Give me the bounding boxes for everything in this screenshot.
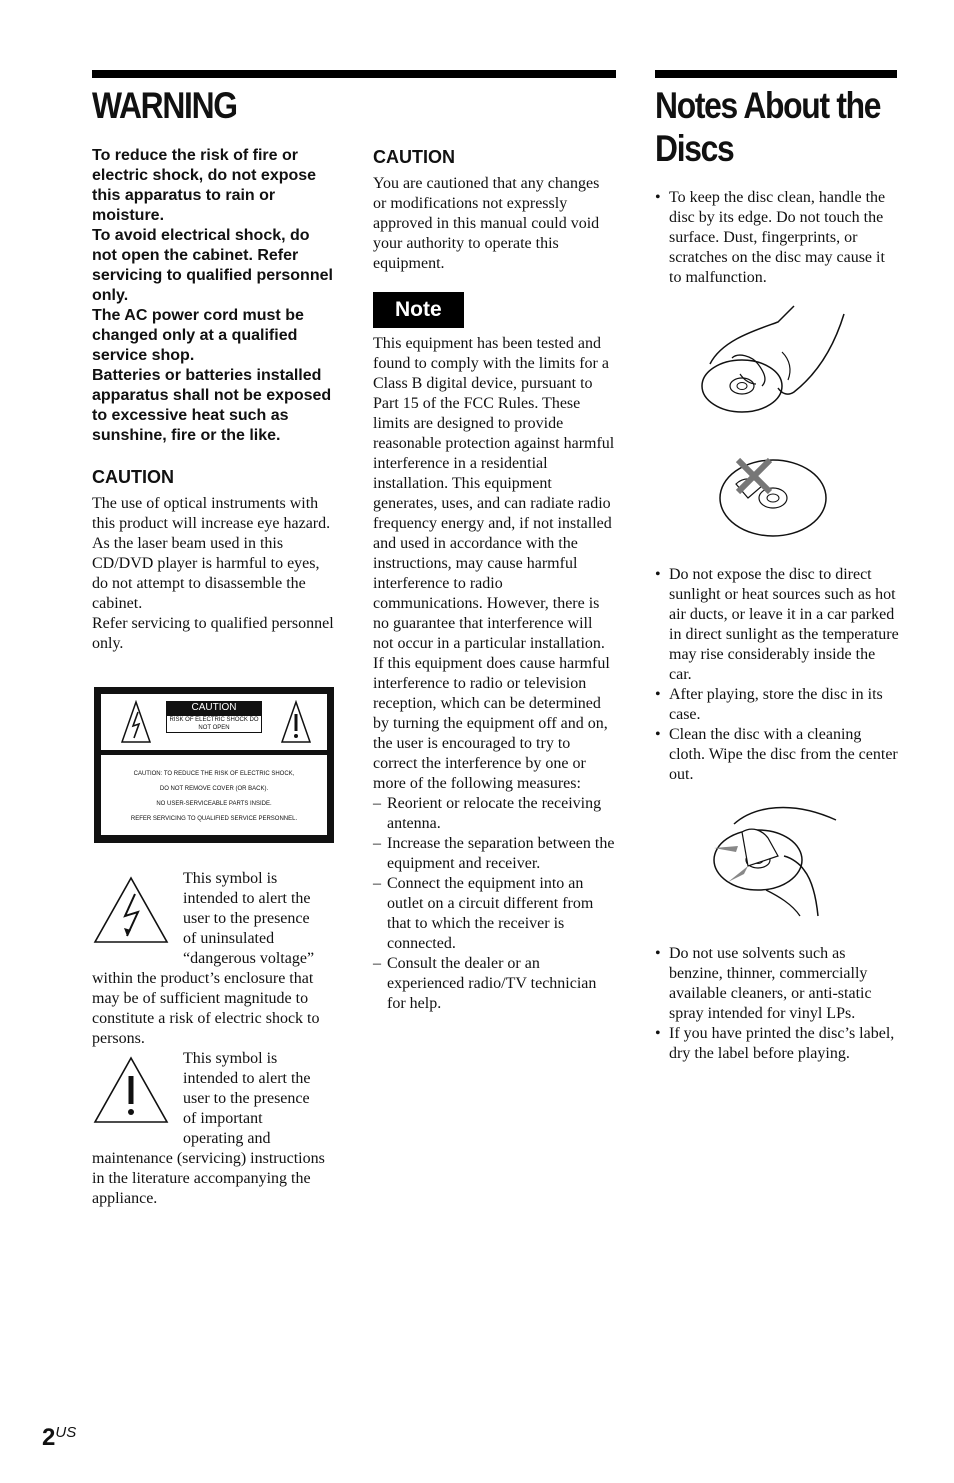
caution-label-line: CAUTION: TO REDUCE THE RISK OF ELECTRIC SHOCK,	[133, 771, 295, 777]
symbol1-line: intended to alert the	[183, 890, 311, 907]
symbol1-line: of uninsulated	[183, 930, 275, 947]
symbol2-line: operating and	[183, 1130, 271, 1147]
lightning-symbol-icon	[93, 876, 169, 944]
exclamation-warning-icon	[281, 700, 311, 744]
caution-text: The use of optical instruments with this product will increase eye hazard. As the laser beam used in this CD/DVD player is harmful to eyes, do not attempt to disassemble the cabinet.	[92, 495, 331, 612]
discs-title	[655, 84, 880, 170]
list-item: – Connect the equipment into an outlet on a circuit different from that to which the receiver is connected.	[373, 874, 615, 954]
caution-label-line: NO USER-SERVICEABLE PARTS INSIDE.	[156, 801, 272, 807]
warning-paragraph: The AC power cord must be changed only at a qualified service shop.	[92, 307, 304, 364]
symbol2-line: user to the presence	[183, 1090, 310, 1107]
caution-label-line: REFER SERVICING TO QUALIFIED SERVICE PERSONNEL.	[130, 816, 298, 822]
symbol2-line: intended to alert the	[183, 1070, 311, 1087]
disc-cleaning-illustration	[708, 796, 840, 922]
symbol1-text	[183, 869, 343, 969]
caution-label-line: DO NOT REMOVE COVER (OR BACK).	[159, 786, 269, 792]
page-number-value: 2	[42, 1424, 56, 1451]
list-item: • Clean the disc with a cleaning cloth. Wipe the disc from the center out.	[655, 725, 899, 785]
disc-no-touch-illustration	[718, 454, 828, 538]
symbol2-text	[183, 1049, 343, 1149]
discs-bullets-2	[655, 565, 899, 785]
note-badge: Note	[373, 292, 464, 328]
warning-column-middle	[373, 146, 615, 1014]
symbol1-line: This symbol is	[183, 870, 278, 887]
page-number	[42, 1424, 76, 1452]
list-item: • Do not use solvents such as benzine, thinner, commercially available cleaners, or anti-static spray intended for vinyl LPs.	[655, 944, 899, 1024]
caution2-text: You are cautioned that any changes or modifications not expressly approved in this manual could void your authority to operate this equipment.	[373, 175, 600, 272]
warning-title: WARNING	[92, 85, 237, 126]
warning-paragraph: To reduce the risk of fire or electric shock, do not expose this apparatus to rain or moisture.	[92, 147, 317, 224]
warning-paragraph: Batteries or batteries installed apparatus shall not be exposed to excessive heat such as sunshine, fire or the like.	[92, 367, 332, 444]
measures-list	[373, 794, 615, 1014]
symbol2-rest: maintenance (servicing) instructions in the literature accompanying the appliance.	[92, 1150, 325, 1207]
caution-label-title: CAUTION	[166, 701, 262, 715]
discs-title-line2: Discs	[655, 128, 734, 169]
caution-label-image	[94, 687, 334, 843]
list-item: – Increase the separation between the equipment and receiver.	[373, 834, 615, 874]
caution-label-bottom	[101, 755, 327, 835]
symbol1-line: user to the presence	[183, 910, 310, 927]
caution-label-top	[101, 694, 327, 750]
lightning-warning-icon	[121, 700, 151, 744]
discs-title-line1: Notes About the	[655, 85, 881, 126]
warning-rule	[92, 70, 616, 78]
discs-rule	[655, 70, 897, 78]
symbol1-rest: within the product’s enclosure that may be of sufficient magnitude to constitute a risk of electric shock to persons.	[92, 970, 320, 1047]
symbol1-line: “dangerous voltage”	[183, 950, 315, 967]
symbol2-line: of important	[183, 1110, 263, 1127]
list-item: – Consult the dealer or an experienced radio/TV technician for help.	[373, 954, 615, 1014]
list-item: • If you have printed the disc’s label, dry the label before playing.	[655, 1024, 899, 1064]
disc-handling-illustration	[698, 300, 854, 418]
caution-label-subtitle: RISK OF ELECTRIC SHOCK DO NOT OPEN	[166, 715, 262, 733]
exclamation-symbol-icon	[93, 1056, 169, 1124]
note-text: This equipment has been tested and found to comply with the limits for a Class B digital device, pursuant to Part 15 of the FCC Rules. These limits are designed to provide reasonable protection against harmful interference in a residential installation. This equipment generates, uses, and can radiate radio frequency energy and, if not installed and used in accordance with the instructions, may cause harmful interference to radio communications. However, there is no guarantee that interference will not occur in a particular installation. If this equipment does cause harmful interference to radio or television reception, which can be determined by turning the equipment off and on, the user is encouraged to try to correct the interference by one or more of the following measures:	[373, 335, 615, 792]
page-number-suffix: US	[55, 1424, 77, 1441]
warning-bold-text	[92, 146, 334, 446]
list-item: • To keep the disc clean, handle the disc by its edge. Do not touch the surface. Dust, fingerprints, or scratches on the disc may cause it to malfunction.	[655, 188, 895, 288]
list-item: • After playing, store the disc in its case.	[655, 685, 899, 725]
symbol2-line: This symbol is	[183, 1050, 278, 1067]
caution-heading: CAUTION	[92, 467, 174, 487]
warning-column-left	[92, 146, 334, 654]
warning-paragraph: To avoid electrical shock, do not open the cabinet. Refer servicing to qualified personnel only.	[92, 227, 333, 304]
list-item: – Reorient or relocate the receiving antenna.	[373, 794, 615, 834]
discs-bullets-3	[655, 944, 899, 1064]
caution-text-2: Refer servicing to qualified personnel only.	[92, 615, 334, 652]
list-item: • Do not expose the disc to direct sunlight or heat sources such as hot air ducts, or leave it in a car parked in direct sunlight as the temperature may rise considerably inside the car.	[655, 565, 899, 685]
caution-label-lines	[101, 767, 327, 827]
caution2-heading: CAUTION	[373, 147, 455, 167]
discs-bullets-1	[655, 188, 895, 288]
